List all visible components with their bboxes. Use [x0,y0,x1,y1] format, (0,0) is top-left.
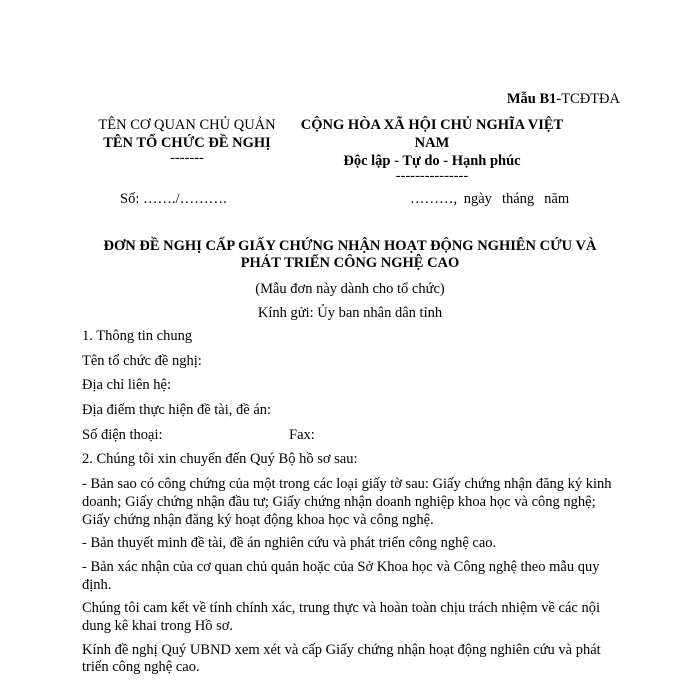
organization-name: TÊN TỔ CHỨC ĐỀ NGHỊ [103,135,271,152]
field-phone: Số điện thoại: [82,426,163,443]
form-code-bold: Mẫu B1 [506,91,557,107]
date-day: ………, ngày [410,191,492,207]
document-item-2: - Bản thuyết minh đề tài, đề án nghiên cứu và phát triển công nghệ cao. [82,535,497,552]
document-subtitle: (Mẫu đơn này dành cho tổ chức) [255,281,445,297]
form-code-suffix: -TCĐTĐA [556,91,620,107]
document-number: Số: ……./………. [120,191,227,207]
section-documents: 2. Chúng tôi xin chuyển đến Quý Bộ hồ sơ sau: [82,451,358,468]
field-org-name: Tên tổ chức đề nghị: [82,352,202,369]
document-item-1: - Bản sao có công chứng của một trong các loại giấy tờ sau: Giấy chứng nhận đăng ký kinh doanh; Giấy chứng nhận đầu tư; Giấy chứng nhận doanh nghiệp khoa học và công nghệ; Giấy chứng nhận đăng ký hoạt động khoa học và công nghệ. [82,476,612,528]
field-location: Địa điểm thực hiện đề tài, đề án: [82,402,272,419]
document-title: ĐƠN ĐỀ NGHỊ CẤP GIẤY CHỨNG NHẬN HOẠT ĐỘNG NGHIÊN CỨU VÀ PHÁT TRIỂN CÔNG NGHỆ CAO [103,238,597,272]
header-left [98,116,276,167]
header-right [284,116,580,185]
form-code [507,90,620,108]
date-year: năm [544,191,570,207]
document-body [82,328,622,683]
header-left-divider: ------- [170,150,204,167]
country-name: CỘNG HÒA XÃ HỘI CHỦ NGHĨA VIỆT NAM [300,117,564,152]
document-item-3: - Bản xác nhận của cơ quan chủ quản hoặc của Sở Khoa học và Công nghệ theo mẫu quy định. [82,558,600,593]
agency-name: TÊN CƠ QUAN CHỦ QUẢN [98,117,276,133]
field-fax: Fax: [289,426,315,443]
field-address: Địa chỉ liên hệ: [82,377,171,394]
phone-fax-row [82,427,622,445]
recipient-line: Kính gửi: Ủy ban nhân dân tỉnh [257,305,443,321]
national-motto: Độc lập - Tự do - Hạnh phúc [343,153,521,170]
header-right-divider: --------------- [395,168,469,185]
commitment-paragraph: Chúng tôi cam kết về tính chính xác, trung thực và hoàn toàn chịu trách nhiệm về các nội dung kê khai trong Hồ sơ. [82,600,601,634]
date-line [410,190,569,208]
section-general-info: 1. Thông tin chung [82,328,193,344]
request-paragraph: Kính đề nghị Quý UBND xem xét và cấp Giấy chứng nhận hoạt động nghiên cứu và phát triển công nghệ cao. [82,641,601,676]
date-month: tháng [501,191,535,207]
